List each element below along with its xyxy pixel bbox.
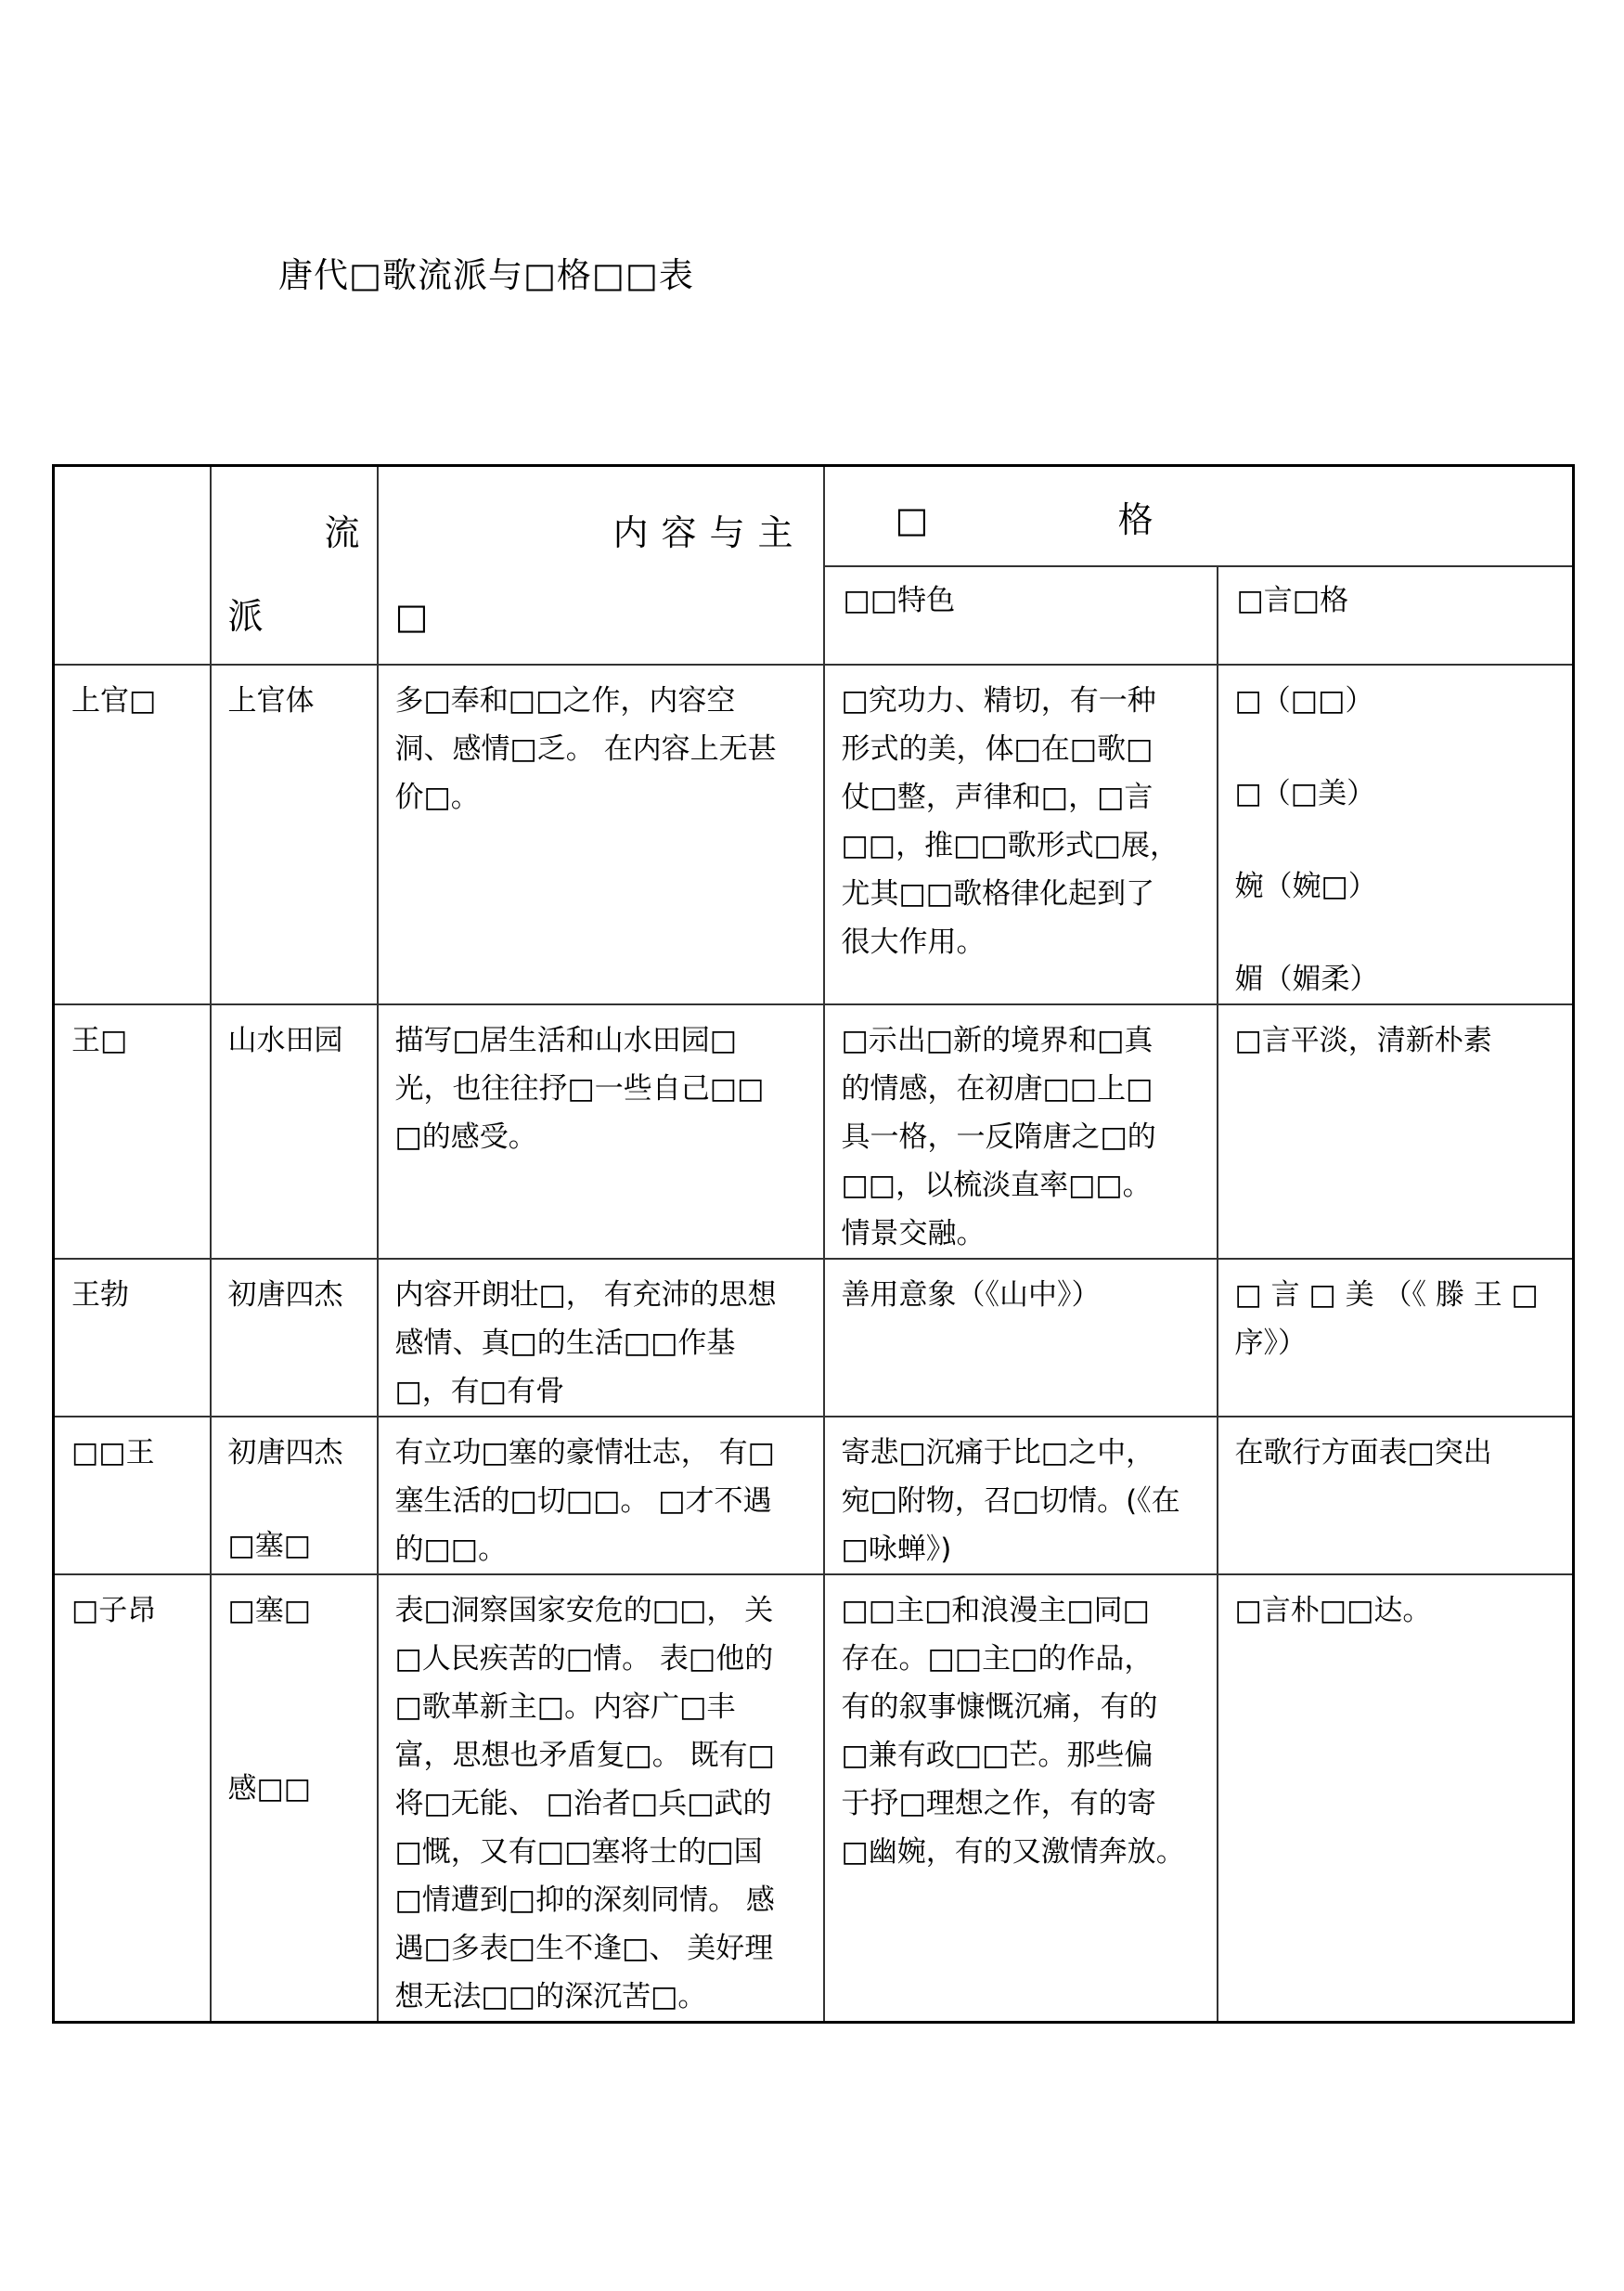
table-row [54, 1004, 1574, 1259]
header-poet-cell [54, 466, 211, 666]
poet-name: 上官□ [71, 684, 157, 718]
content-text: 描写□居生活和山水田园□ 光，也往往抒□一些自己□□ □的感受。 [394, 1024, 765, 1154]
art-text: □示出□新的境界和□真 的情感，在初唐□□上□ 具一格，一反隋唐之□的 □□，以梳淡直率□□。 情景交融。 [841, 1024, 1156, 1250]
school-name: 上官体 [227, 684, 315, 718]
page-title: 唐代□歌流派与□格□□表 [278, 255, 694, 295]
school-name: 初唐四杰 [227, 1278, 343, 1312]
art-text: 寄悲□沉痛于比□之中， 宛□附物，召□切情。(《在 □咏蝉》) [841, 1436, 1180, 1566]
table-row [54, 665, 1574, 1004]
header-school-b: 派 [227, 596, 264, 637]
header-style-b: 格 [1117, 499, 1154, 540]
poet-name: □子昂 [71, 1594, 157, 1627]
poet-name: □□王 [71, 1436, 155, 1469]
header-content-cell [378, 466, 824, 666]
header-art-cell [824, 566, 1218, 665]
school-name-2: 感□□ [227, 1772, 312, 1806]
lang-item: 媚（媚柔） [1234, 963, 1379, 996]
lang-item: □言朴□□达。 [1234, 1594, 1432, 1627]
art-text: □□主□和浪漫主□同□ 存在。□□主□的作品， 有的叙事慷慨沉痛，有的 □兼有政□□芒。那些偏 于抒□理想之作，有的寄 □幽婉，有的又激情奔放。 [841, 1594, 1185, 1869]
school-name: 山水田园 [227, 1024, 343, 1057]
poet-name: 王□ [71, 1024, 128, 1057]
lang-item: □ 言 □ 美 （《 滕 王 □ 序》） [1234, 1278, 1539, 1360]
content-text: 内容开朗壮□， 有充沛的思想 感情、真□的生活□□作基 □，有□有骨 [394, 1278, 777, 1408]
lang-item: 在歌行方面表□突出 [1234, 1436, 1492, 1469]
header-school-cell [211, 466, 378, 666]
header-style-a: □ [895, 499, 929, 540]
header-art: □□特色 [843, 584, 956, 617]
lang-item: □（□美） [1234, 777, 1376, 810]
school-style-table [52, 464, 1575, 2024]
content-text: 有立功□塞的豪情壮志， 有□ 塞生活的□切□□。 □才不遇 的□□。 [394, 1436, 775, 1566]
poet-name: 王勃 [71, 1278, 129, 1312]
school-name: □塞□ [227, 1594, 312, 1627]
school-name-2: □塞□ [227, 1529, 312, 1562]
content-text: 多□奉和□□之作，内容空 洞、感情□乏。 在内容上无甚 价□。 [394, 684, 777, 814]
header-lang: □言□格 [1236, 584, 1349, 617]
header-content-b: □ [394, 596, 429, 637]
school-name: 初唐四杰 [227, 1436, 343, 1469]
header-lang-cell [1218, 566, 1574, 665]
lang-item: 婉（婉□） [1234, 870, 1377, 903]
header-content-a: 内容与主 [612, 512, 806, 553]
table-row [54, 1259, 1574, 1417]
art-text: □究功力、精切，有一种 形式的美，体□在□歌□ 仗□整，声律和□，□言 □□，推□□歌形式□展， 尤其□□歌格律化起到了 很大作用。 [841, 684, 1179, 959]
art-text: 善用意象（《山中》） [841, 1278, 1101, 1312]
table-row [54, 1574, 1574, 2023]
header-style-cell [824, 466, 1574, 567]
lang-item: □（□□） [1234, 684, 1374, 718]
content-text: 表□洞察国家安危的□□， 关 □人民疾苦的□情。 表□他的 □歌革新主□。内容广□丰 富，思想也矛盾复□。 既有□ 将□无能、 □治者□兵□武的 □慨，又有□□塞将士的□国 □情遭到□抑的深刻同情。 感 遇□多表□生不逢□、 美好理 想无法□□的深沉苦□。 [394, 1594, 775, 2013]
lang-item: □言平淡，清新朴素 [1234, 1024, 1492, 1057]
table-row [54, 1417, 1574, 1574]
header-school-a: 流 [324, 512, 360, 553]
